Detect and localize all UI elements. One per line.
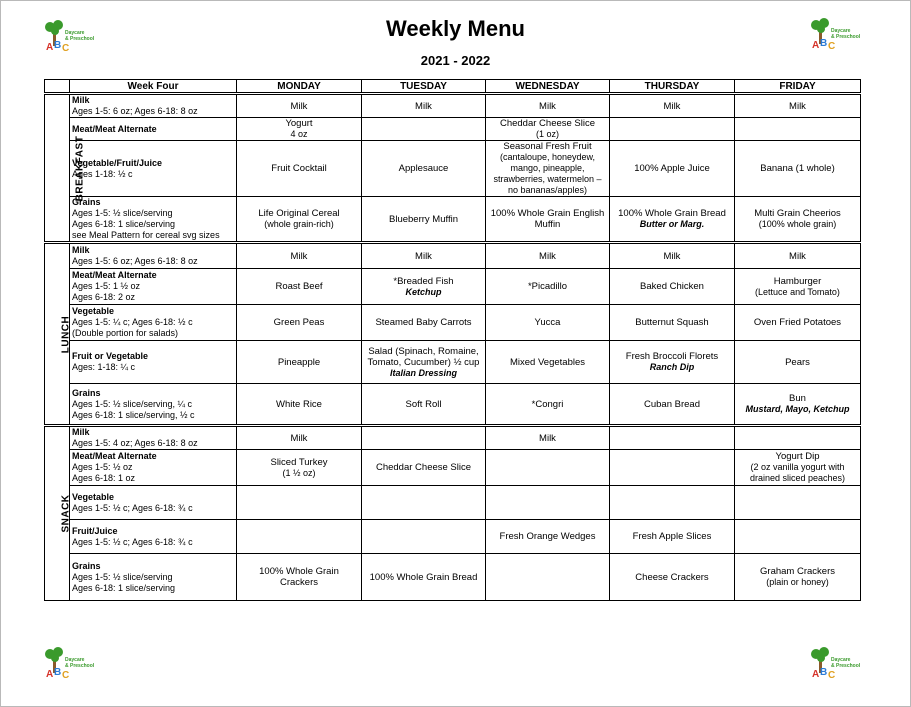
logo-letter: A: [46, 669, 54, 679]
menu-cell: [610, 197, 735, 243]
menu-cell: [610, 305, 735, 341]
menu-item-detail: (2 oz vanilla yogurt with drained sliced peaches): [749, 462, 846, 483]
logo-bottom-right: [810, 645, 860, 679]
school-year: 2021 - 2022: [420, 53, 491, 68]
row-label: [70, 305, 237, 341]
menu-item: Milk: [290, 100, 308, 112]
menu-item: Oven Fried Potatoes: [753, 317, 842, 328]
menu-cell: [237, 520, 362, 554]
row-label-detail: Ages 6-18: 1 oz: [72, 473, 136, 483]
menu-cell: [362, 141, 486, 197]
menu-cell: [735, 118, 861, 141]
menu-row: [45, 141, 861, 197]
menu-cell: [486, 384, 610, 426]
row-label-detail: (Double portion for salads): [72, 328, 179, 338]
menu-cell: [486, 118, 610, 141]
menu-item: Yogurt Dip: [775, 451, 820, 462]
menu-cell: [362, 554, 486, 601]
row-label-title: Milk: [72, 245, 90, 255]
menu-cell: [735, 486, 861, 520]
row-label-detail: Ages 1-5: ½ oz: [72, 462, 133, 472]
row-label-detail: Ages 1-5: ¼ c; Ages 6-18: ½ c: [72, 317, 193, 327]
row-label-title: Vegetable: [72, 491, 115, 502]
menu-item: Milk: [789, 100, 806, 112]
menu-cell: [237, 305, 362, 341]
row-label-title: Grains: [72, 197, 101, 207]
row-label-detail: Ages 6-18: 2 oz: [72, 292, 136, 302]
row-label: [70, 384, 237, 426]
logo-letter: B: [820, 667, 828, 678]
menu-row: [45, 243, 861, 269]
logo-letter: B: [54, 667, 62, 678]
row-label-detail: Ages 6-18: 1 slice/serving, ½ c: [72, 409, 195, 420]
menu-item: Roast Beef: [275, 281, 323, 292]
menu-cell: [735, 197, 861, 243]
menu-cell: [237, 384, 362, 426]
row-label: [70, 269, 237, 305]
menu-cell: [735, 341, 861, 384]
menu-cell: [237, 197, 362, 243]
menu-item-detail: (100% whole grain): [758, 219, 837, 229]
menu-cell: [237, 141, 362, 197]
menu-cell: [610, 94, 735, 118]
row-label-title: Meat/Meat Alternate: [72, 451, 157, 461]
menu-cell: [486, 141, 610, 197]
menu-row: [45, 486, 861, 520]
menu-cell: [237, 426, 362, 450]
menu-cell: [237, 118, 362, 141]
header-day: THURSDAY: [610, 80, 735, 94]
menu-item: *Picadillo: [527, 281, 568, 292]
row-label: [70, 520, 237, 554]
header-week: Week Four: [70, 80, 237, 94]
section-label: [45, 426, 70, 601]
logo-letter: C: [828, 41, 836, 50]
row-label-title: Fruit/Juice: [72, 525, 118, 536]
menu-item: White Rice: [276, 398, 322, 410]
menu-cell: [610, 554, 735, 601]
menu-cell: [610, 486, 735, 520]
menu-cell: [237, 269, 362, 305]
row-label: [70, 141, 237, 197]
menu-cell: [486, 450, 610, 486]
menu-item: Sliced Turkey: [270, 456, 328, 468]
menu-item: Salad (Spinach, Romaine, Tomato, Cucumber) ½ cup: [367, 345, 480, 368]
row-label-title: Fruit or Vegetable: [72, 351, 149, 361]
menu-cell: [486, 520, 610, 554]
logo-text: & Preschool: [65, 663, 94, 669]
row-label: [70, 341, 237, 384]
section-name: SNACK: [60, 494, 72, 533]
header-day: MONDAY: [237, 80, 362, 94]
menu-cell: [486, 341, 610, 384]
header-blank: [45, 80, 70, 94]
row-label-detail: Ages 6-18: 1 slice/serving: [72, 219, 176, 229]
row-label-detail: Ages 6-18: 1 slice/serving: [72, 582, 176, 593]
row-label-title: Milk: [72, 427, 90, 437]
menu-item: Milk: [539, 100, 556, 112]
menu-cell: [486, 269, 610, 305]
section-name: LUNCH: [60, 315, 72, 353]
row-label-detail: Ages 1-5: ½ c; Ages 6-18: ¾ c: [72, 536, 193, 547]
menu-item: 100% Apple Juice: [634, 163, 710, 174]
menu-item: Mixed Vegetables: [510, 356, 585, 368]
menu-item: Milk: [663, 100, 681, 112]
menu-cell: [610, 450, 735, 486]
menu-cell: [237, 243, 362, 269]
row-label: [70, 197, 237, 243]
menu-item: Graham Crackers: [760, 566, 835, 577]
menu-cell: [735, 141, 861, 197]
section-label: [45, 243, 70, 426]
menu-table: [44, 79, 861, 601]
row-label: [70, 243, 237, 269]
menu-item: Milk: [415, 100, 432, 112]
row-label-title: Milk: [72, 95, 90, 105]
menu-cell: [486, 426, 610, 450]
section-name: BREAKFAST: [74, 135, 86, 201]
menu-item: *Congri: [531, 398, 564, 410]
row-label: [70, 426, 237, 450]
menu-item-detail: (whole grain-rich): [264, 219, 334, 229]
menu-cell: [610, 243, 735, 269]
row-label-detail: Ages 1-18: ½ c: [72, 168, 133, 179]
menu-cell: [237, 94, 362, 118]
menu-row: [45, 118, 861, 141]
menu-cell: [735, 94, 861, 118]
row-label-title: Grains: [72, 560, 101, 571]
menu-cell: [486, 486, 610, 520]
tree-logo-icon: [44, 645, 94, 679]
menu-cell: [735, 305, 861, 341]
logo-letter: B: [54, 40, 62, 51]
menu-item-condiment: Butter or Marg.: [639, 219, 705, 229]
menu-item-condiment: Italian Dressing: [389, 367, 458, 378]
row-label: [70, 450, 237, 486]
menu-body: [45, 94, 861, 601]
row-label-title: Meat/Meat Alternate: [72, 270, 157, 280]
header-day: WEDNESDAY: [486, 80, 610, 94]
menu-item: Cheddar Cheese Slice: [375, 462, 472, 473]
row-label-detail: Ages 1-5: ½ slice/serving: [72, 571, 173, 582]
menu-item-detail: (cantaloupe, honeydew, mango, pineapple, strawberries, watermelon – no bananas/apples): [493, 152, 602, 195]
menu-item: *Breaded Fish: [393, 275, 454, 287]
row-label-detail: Ages: 1-18: ¼ c: [72, 362, 136, 372]
logo-text: Daycare: [65, 30, 85, 36]
menu-row: [45, 197, 861, 243]
menu-cell: [237, 554, 362, 601]
menu-item: Fresh Orange Wedges: [499, 531, 596, 542]
menu-item-detail: (Lettuce and Tomato): [755, 286, 840, 297]
menu-item: Seasonal Fresh Fruit: [503, 141, 592, 152]
menu-cell: [486, 554, 610, 601]
menu-item: Pears: [785, 356, 810, 368]
logo-letter: A: [812, 40, 820, 50]
menu-item: Milk: [290, 432, 308, 444]
menu-cell: [610, 384, 735, 426]
menu-item-detail: (1 oz): [535, 129, 559, 139]
menu-row: [45, 94, 861, 118]
page-title: Weekly Menu: [386, 16, 525, 41]
menu-cell: [362, 269, 486, 305]
menu-row: [45, 341, 861, 384]
menu-cell: [735, 269, 861, 305]
menu-row: [45, 384, 861, 426]
header-day: FRIDAY: [735, 80, 861, 94]
menu-row: [45, 426, 861, 450]
logo-text: Daycare: [831, 657, 851, 663]
menu-item: Fresh Apple Slices: [632, 531, 712, 542]
row-label: [70, 118, 237, 141]
menu-item: Milk: [290, 250, 308, 262]
row-label-detail: Ages 1-5: ½ slice/serving, ¼ c: [72, 398, 193, 409]
logo-text: & Preschool: [65, 36, 94, 42]
row-label-detail: Ages 1-5: 6 oz; Ages 6-18: 8 oz: [72, 256, 198, 266]
menu-item: Fresh Broccoli Florets: [625, 351, 719, 362]
menu-item: Yogurt: [285, 118, 313, 129]
menu-item: 100% Whole Grain Bread: [618, 208, 726, 219]
menu-item: Green Peas: [273, 317, 325, 328]
menu-cell: [362, 243, 486, 269]
row-label-title: Vegetable/Fruit/Juice: [72, 157, 163, 168]
logo-text: & Preschool: [831, 663, 860, 669]
row-label-title: Meat/Meat Alternate: [72, 123, 157, 134]
menu-item-detail: (plain or honey): [766, 577, 829, 587]
menu-item: Milk: [415, 250, 432, 262]
menu-cell: [610, 341, 735, 384]
menu-cell: [610, 426, 735, 450]
menu-item: 100% Whole Grain Crackers: [259, 566, 339, 588]
menu-cell: [486, 197, 610, 243]
menu-row: [45, 554, 861, 601]
menu-item: Fruit Cocktail: [271, 163, 327, 174]
menu-cell: [735, 384, 861, 426]
menu-cell: [735, 450, 861, 486]
menu-item: 100% Whole Grain Bread: [369, 571, 478, 583]
row-label-detail: Ages 1-5: 1 ½ oz: [72, 281, 141, 291]
menu-item: Blueberry Muffin: [389, 213, 458, 225]
menu-item: Steamed Baby Carrots: [375, 317, 472, 328]
header-row: [45, 80, 861, 94]
menu-cell: [610, 118, 735, 141]
menu-cell: [735, 243, 861, 269]
menu-item-condiment: Ketchup: [405, 286, 442, 297]
menu-item: 100% Whole Grain English Muffin: [490, 208, 605, 230]
row-label: [70, 486, 237, 520]
menu-item: Life Original Cereal: [258, 208, 340, 219]
logo-letter: A: [46, 42, 54, 52]
row-label-detail: Ages 1-5: 4 oz; Ages 6-18: 8 oz: [72, 438, 198, 448]
menu-cell: [362, 197, 486, 243]
logo-letter: A: [812, 669, 820, 679]
menu-cell: [362, 94, 486, 118]
logo-letter: C: [62, 670, 70, 679]
row-label-title: Grains: [72, 387, 101, 398]
row-label-detail: Ages 1-5: ½ slice/serving: [72, 208, 173, 218]
tree-logo-icon: [810, 645, 860, 679]
menu-row: [45, 305, 861, 341]
menu-cell: [486, 94, 610, 118]
menu-item: Milk: [663, 250, 681, 262]
menu-cell: [362, 520, 486, 554]
menu-cell: [610, 141, 735, 197]
menu-item: Baked Chicken: [640, 281, 704, 292]
header-day: TUESDAY: [362, 80, 486, 94]
menu-item: Milk: [539, 250, 556, 262]
menu-item: Yucca: [534, 317, 561, 328]
row-label: [70, 94, 237, 118]
menu-item: Soft Roll: [405, 398, 442, 410]
menu-cell: [362, 486, 486, 520]
menu-cell: [735, 554, 861, 601]
menu-item: Pineapple: [277, 356, 321, 368]
menu-cell: [735, 426, 861, 450]
logo-text: Daycare: [65, 657, 85, 663]
menu-item: Cheddar Cheese Slice: [499, 118, 596, 129]
logo-text: & Preschool: [831, 34, 860, 40]
menu-cell: [362, 341, 486, 384]
menu-item-condiment: Mustard, Mayo, Ketchup: [745, 404, 850, 414]
menu-item: Hamburger: [773, 275, 822, 287]
menu-item: Banana (1 whole): [760, 163, 835, 174]
menu-item-detail: 4 oz: [290, 129, 308, 139]
menu-cell: [237, 486, 362, 520]
menu-item-detail: (1 ½ oz): [282, 467, 316, 478]
menu-cell: [735, 520, 861, 554]
menu-cell: [362, 450, 486, 486]
logo-letter: C: [62, 43, 70, 52]
menu-item: Butternut Squash: [635, 317, 709, 328]
menu-item: Cheese Crackers: [635, 571, 709, 583]
logo-letter: B: [820, 38, 828, 49]
menu-item-condiment: Ranch Dip: [649, 362, 695, 372]
menu-cell: [237, 341, 362, 384]
menu-cell: [362, 426, 486, 450]
menu-item: Applesauce: [398, 163, 449, 174]
menu-cell: [610, 520, 735, 554]
menu-cell: [610, 269, 735, 305]
row-label-detail: see Meal Pattern for cereal svg sizes: [72, 230, 220, 240]
row-label-title: Vegetable: [72, 306, 115, 316]
menu-item: Bun: [789, 393, 806, 404]
menu-cell: [237, 450, 362, 486]
logo-text: Daycare: [831, 28, 851, 34]
menu-cell: [362, 384, 486, 426]
row-label: [70, 554, 237, 601]
menu-item: Cuban Bread: [644, 398, 700, 410]
row-label-detail: Ages 1-5: 6 oz; Ages 6-18: 8 oz: [72, 106, 198, 116]
menu-item: Multi Grain Cheerios: [754, 208, 841, 219]
menu-cell: [362, 305, 486, 341]
menu-row: [45, 450, 861, 486]
logo-letter: C: [828, 670, 836, 679]
row-label-detail: Ages 1-5: ½ c; Ages 6-18: ¾ c: [72, 502, 193, 513]
menu-cell: [486, 243, 610, 269]
menu-row: [45, 520, 861, 554]
menu-cell: [486, 305, 610, 341]
menu-item: Milk: [789, 250, 806, 262]
logo-bottom-left: [44, 645, 94, 679]
menu-row: [45, 269, 861, 305]
menu-item: Milk: [539, 432, 556, 444]
menu-cell: [362, 118, 486, 141]
